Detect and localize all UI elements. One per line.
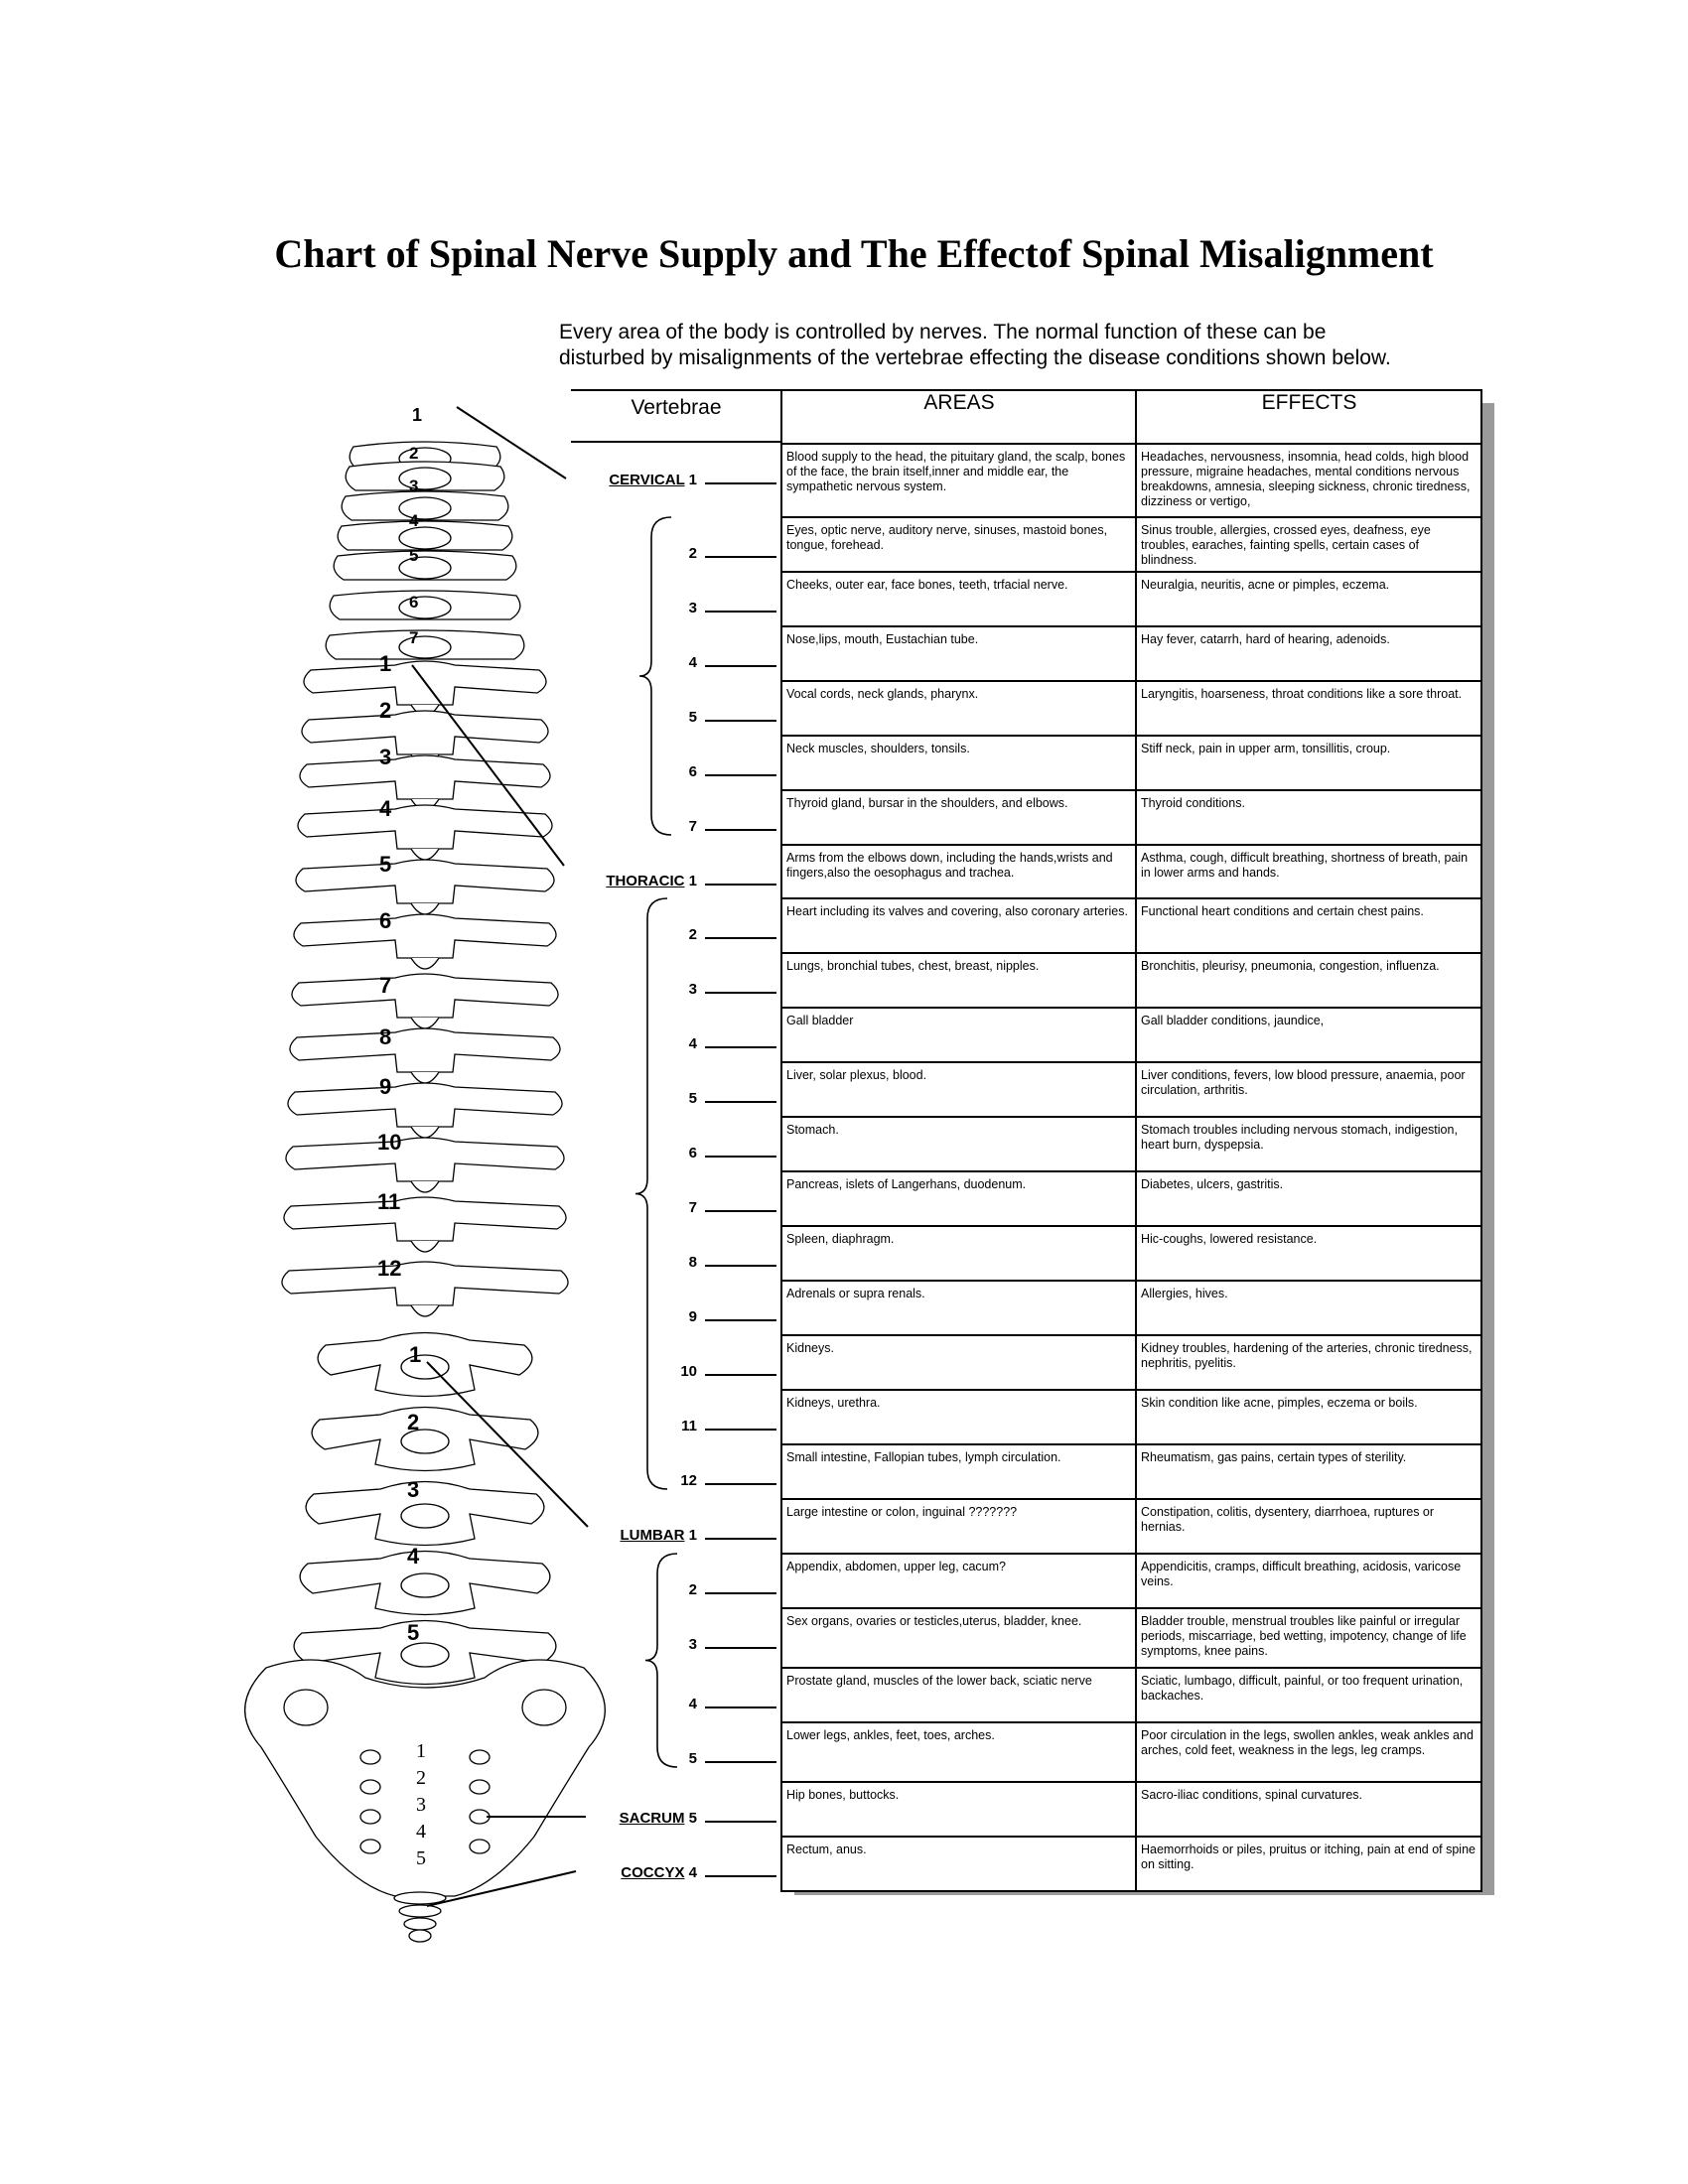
table-row xyxy=(781,1837,1481,1891)
spine-illustration xyxy=(245,442,606,1942)
spine-number: 12 xyxy=(377,1256,402,1281)
spine-number: 6 xyxy=(379,908,392,933)
spine-number: 3 xyxy=(407,1477,420,1502)
effects-cell: Skin condition like acne, pimples, eczema or boils. xyxy=(1136,1390,1481,1444)
spine-number: 7 xyxy=(379,973,392,998)
group-brace xyxy=(639,517,671,835)
cervical-vertebra-shape xyxy=(330,591,520,619)
spine-number: 6 xyxy=(409,593,419,612)
effects-cell: Haemorrhoids or piles, pruitus or itching, pain at end of spine on sitting. xyxy=(1136,1837,1481,1891)
effects-cell: Headaches, nervousness, insomnia, head colds, high blood pressure, migraine headaches, mental conditions nervous breakdowns, amnesia, sleeping sickness, chronic tiredness, dizziness or vertigo, xyxy=(1136,444,1481,517)
thoracic-vertebra-shape xyxy=(298,805,552,860)
vertebra-number: 8 xyxy=(688,1254,697,1271)
thoracic-vertebra-shape xyxy=(290,1028,560,1083)
vertebra-number: 7 xyxy=(688,818,697,835)
areas-cell: Prostate gland, muscles of the lower back, sciatic nerve xyxy=(781,1668,1136,1722)
thoracic-vertebra-shape xyxy=(304,661,546,716)
vertebrae-header: Vertebrae xyxy=(571,389,781,443)
spine-number: 4 xyxy=(407,1544,420,1569)
vertebra-label xyxy=(689,1035,697,1052)
effects-cell: Gall bladder conditions, jaundice, xyxy=(1136,1008,1481,1062)
effects-cell: Rheumatism, gas pains, certain types of sterility. xyxy=(1136,1444,1481,1499)
spine-number: 2 xyxy=(416,1767,426,1789)
areas-cell: Spleen, diaphragm. xyxy=(781,1226,1136,1281)
areas-cell: Liver, solar plexus, blood. xyxy=(781,1062,1136,1117)
vertebra-label xyxy=(689,545,697,562)
spine-number: 8 xyxy=(379,1024,392,1049)
table-row xyxy=(781,1226,1481,1281)
vertebra-label xyxy=(689,1636,697,1653)
spine-number: 5 xyxy=(416,1847,426,1869)
coccyx-segment-shape xyxy=(399,1905,441,1917)
vertebra-label xyxy=(689,1696,697,1712)
group-brace xyxy=(635,898,667,1489)
effects-cell: Functional heart conditions and certain chest pains. xyxy=(1136,898,1481,953)
vertebra-label xyxy=(689,654,697,671)
table-row xyxy=(781,790,1481,845)
vertebra-label xyxy=(680,1363,697,1380)
spine-number: 1 xyxy=(379,651,392,676)
vertebra-label xyxy=(620,1810,697,1827)
table-row xyxy=(781,572,1481,626)
vertebra-label xyxy=(689,709,697,726)
effects-cell: Appendicitis, cramps, difficult breathing, acidosis, varicose veins. xyxy=(1136,1554,1481,1608)
areas-cell: Cheeks, outer ear, face bones, teeth, trfacial nerve. xyxy=(781,572,1136,626)
cervical-vertebra-shape xyxy=(342,491,508,520)
vertebra-number: 12 xyxy=(680,1472,697,1489)
coccyx-segment-shape xyxy=(409,1930,431,1942)
vertebra-label xyxy=(689,1254,697,1271)
spine-number: 2 xyxy=(409,444,419,463)
effects-cell: Laryngitis, hoarseness, throat conditions like a sore throat. xyxy=(1136,681,1481,736)
areas-cell: Vocal cords, neck glands, pharynx. xyxy=(781,681,1136,736)
table-row xyxy=(781,1062,1481,1117)
vertebra-label xyxy=(680,1472,697,1489)
vertebra-label xyxy=(620,1527,697,1544)
segment-thoracic: THORACIC xyxy=(606,873,685,889)
effects-cell: Bronchitis, pleurisy, pneumonia, congestion, influenza. xyxy=(1136,953,1481,1008)
areas-cell: Kidneys. xyxy=(781,1335,1136,1390)
vertebra-label xyxy=(689,1145,697,1161)
spine-number: 5 xyxy=(407,1620,420,1645)
sacral-foramen-shape xyxy=(470,1840,490,1853)
spine-number: 5 xyxy=(379,852,392,877)
areas-cell: Eyes, optic nerve, auditory nerve, sinuses, mastoid bones, tongue, forehead. xyxy=(781,517,1136,572)
spine-number: 5 xyxy=(409,546,419,565)
effects-cell: Hay fever, catarrh, hard of hearing, adenoids. xyxy=(1136,626,1481,681)
spine-number: 4 xyxy=(409,511,419,530)
effects-cell: Sinus trouble, allergies, crossed eyes, deafness, eye troubles, earaches, fainting spells, certain cases of blindness. xyxy=(1136,517,1481,572)
effects-cell: Neuralgia, neuritis, acne or pimples, eczema. xyxy=(1136,572,1481,626)
table-row xyxy=(781,1335,1481,1390)
vertebra-number: 3 xyxy=(688,1636,697,1653)
thoracic-vertebra-shape xyxy=(284,1197,566,1252)
segment-cervical: CERVICAL xyxy=(609,472,685,488)
effects-cell: Bladder trouble, menstrual troubles like painful or irregular periods, miscarriage, bed wetting, impotency, change of life symptoms, knee pains. xyxy=(1136,1608,1481,1668)
table-row xyxy=(781,898,1481,953)
page-title: Chart of Spinal Nerve Supply and The Effectof Spinal Misalignment xyxy=(274,231,1434,276)
ilium-shape xyxy=(284,1690,328,1725)
areas-cell: Lungs, bronchial tubes, chest, breast, nipples. xyxy=(781,953,1136,1008)
areas-cell: Large intestine or colon, inguinal ??????? xyxy=(781,1499,1136,1554)
lumbar-vertebra-shape xyxy=(300,1552,550,1615)
vertebra-number: 2 xyxy=(688,1581,697,1598)
areas-cell: Small intestine, Fallopian tubes, lymph circulation. xyxy=(781,1444,1136,1499)
vertebra-number: 2 xyxy=(688,926,697,943)
areas-cell: Kidneys, urethra. xyxy=(781,1390,1136,1444)
effects-cell: Hic-coughs, lowered resistance. xyxy=(1136,1226,1481,1281)
table-row xyxy=(781,1444,1481,1499)
vertebra-number: 1 xyxy=(688,472,697,488)
spine-number: 11 xyxy=(377,1189,401,1214)
lumbar-vertebra-shape xyxy=(318,1333,532,1397)
vertebra-number: 3 xyxy=(688,981,697,998)
effects-cell: Sciatic, lumbago, difficult, painful, or too frequent urination, backaches. xyxy=(1136,1668,1481,1722)
spine-number: 3 xyxy=(379,745,392,769)
areas-cell: Lower legs, ankles, feet, toes, arches. xyxy=(781,1722,1136,1782)
vertebra-number: 5 xyxy=(688,709,697,726)
table-row xyxy=(781,1782,1481,1837)
vertebra-number: 6 xyxy=(688,1145,697,1161)
table-row xyxy=(781,1281,1481,1335)
vertebra-label xyxy=(681,1418,697,1434)
spine-number: 1 xyxy=(412,405,423,425)
vertebra-number: 6 xyxy=(688,763,697,780)
ilium-shape xyxy=(522,1690,566,1725)
thoracic-vertebra-shape xyxy=(296,860,554,914)
table-row xyxy=(781,1722,1481,1782)
coccyx-segment-shape xyxy=(394,1892,446,1904)
areas-cell: Thyroid gland, bursar in the shoulders, and elbows. xyxy=(781,790,1136,845)
cervical-vertebra-shape xyxy=(338,521,512,550)
table-header-row xyxy=(781,390,1481,444)
spine-number: 4 xyxy=(379,796,392,821)
sacral-foramen-shape xyxy=(360,1750,380,1764)
cervical-vertebra-shape xyxy=(346,462,504,490)
areas-cell: Stomach. xyxy=(781,1117,1136,1171)
sacral-foramen-shape xyxy=(360,1780,380,1794)
effects-cell: Stomach troubles including nervous stomach, indigestion, heart burn, dyspepsia. xyxy=(1136,1117,1481,1171)
effects-cell: Asthma, cough, difficult breathing, shortness of breath, pain in lower arms and hands. xyxy=(1136,845,1481,898)
effects-header: EFFECTS xyxy=(1136,390,1481,444)
vertebra-label xyxy=(689,1199,697,1216)
areas-cell: Pancreas, islets of Langerhans, duodenum. xyxy=(781,1171,1136,1226)
cervical-vertebra-shape xyxy=(334,551,516,580)
vertebra-number: 7 xyxy=(688,1199,697,1216)
thoracic-vertebra-shape xyxy=(300,755,550,810)
areas-cell: Hip bones, buttocks. xyxy=(781,1782,1136,1837)
coccyx-segment-shape xyxy=(404,1918,436,1930)
areas-cell: Rectum, anus. xyxy=(781,1837,1136,1891)
table-row xyxy=(781,1608,1481,1668)
vertebra-label xyxy=(609,472,697,488)
thoracic-vertebra-shape xyxy=(294,914,556,969)
table-row xyxy=(781,1390,1481,1444)
spine-number: 3 xyxy=(409,477,419,495)
table-row xyxy=(781,1499,1481,1554)
vertebra-number: 5 xyxy=(688,1090,697,1107)
effects-cell: Kidney troubles, hardening of the arteries, chronic tiredness, nephritis, pyelitis. xyxy=(1136,1335,1481,1390)
vertebra-label xyxy=(689,926,697,943)
vertebra-label xyxy=(689,981,697,998)
areas-cell: Gall bladder xyxy=(781,1008,1136,1062)
vertebra-label xyxy=(621,1864,697,1881)
table-row xyxy=(781,736,1481,790)
areas-cell: Adrenals or supra renals. xyxy=(781,1281,1136,1335)
table-row xyxy=(781,1117,1481,1171)
braces xyxy=(635,517,677,1767)
spine-number: 1 xyxy=(416,1740,426,1762)
vertebra-number: 5 xyxy=(688,1810,697,1827)
vertebra-label xyxy=(689,1308,697,1325)
sacral-foramen-shape xyxy=(360,1810,380,1824)
areas-cell: Neck muscles, shoulders, tonsils. xyxy=(781,736,1136,790)
segment-coccyx: COCCYX xyxy=(621,1864,685,1881)
vertebra-number: 4 xyxy=(688,1035,697,1052)
vertebra-number: 4 xyxy=(688,1696,697,1712)
group-brace xyxy=(645,1554,677,1767)
thoracic-vertebra-shape xyxy=(292,974,558,1028)
table-row xyxy=(781,517,1481,572)
spine-number: 10 xyxy=(377,1130,402,1155)
spine-number: 2 xyxy=(379,698,392,723)
sacral-foramen-shape xyxy=(470,1750,490,1764)
spine-number: 7 xyxy=(409,628,419,647)
effects-cell: Diabetes, ulcers, gastritis. xyxy=(1136,1171,1481,1226)
effects-table xyxy=(780,389,1482,1892)
vertebra-label xyxy=(689,1750,697,1767)
vertebra-number: 11 xyxy=(681,1418,697,1434)
vertebra-label xyxy=(689,818,697,835)
table-row xyxy=(781,1668,1481,1722)
vertebra-label xyxy=(689,600,697,616)
vertebra-number: 5 xyxy=(688,1750,697,1767)
areas-cell: Appendix, abdomen, upper leg, cacum? xyxy=(781,1554,1136,1608)
vertebra-number: 3 xyxy=(688,600,697,616)
spine-number: 4 xyxy=(416,1821,426,1843)
effects-cell: Thyroid conditions. xyxy=(1136,790,1481,845)
table-row xyxy=(781,1554,1481,1608)
areas-cell: Arms from the elbows down, including the hands,wrists and fingers,also the oesophagus and trachea. xyxy=(781,845,1136,898)
thoracic-vertebra-shape xyxy=(286,1138,564,1192)
effects-cell: Sacro-iliac conditions, spinal curvatures. xyxy=(1136,1782,1481,1837)
intro-line-1: Every area of the body is controlled by nerves. The normal function of these can be xyxy=(559,321,1327,343)
sacral-foramen-shape xyxy=(360,1840,380,1853)
cervical-vertebra-shape xyxy=(326,630,524,659)
vertebra-number: 9 xyxy=(688,1308,697,1325)
table-row xyxy=(781,1008,1481,1062)
spine-number: 1 xyxy=(409,1342,422,1367)
areas-header: AREAS xyxy=(781,390,1136,444)
areas-cell: Nose,lips, mouth, Eustachian tube. xyxy=(781,626,1136,681)
table-row xyxy=(781,845,1481,898)
table-row xyxy=(781,681,1481,736)
areas-cell: Sex organs, ovaries or testicles,uterus, bladder, knee. xyxy=(781,1608,1136,1668)
vertebra-number: 1 xyxy=(688,873,697,889)
effects-cell: Constipation, colitis, dysentery, diarrhoea, ruptures or hernias. xyxy=(1136,1499,1481,1554)
vertebra-number: 10 xyxy=(680,1363,697,1380)
table-row xyxy=(781,626,1481,681)
intro-line-2: disturbed by misalignments of the vertebrae effecting the disease conditions shown below. xyxy=(559,346,1391,369)
sacral-foramen-shape xyxy=(470,1780,490,1794)
vertebra-label xyxy=(689,1090,697,1107)
spine-number: 3 xyxy=(416,1794,426,1816)
vertebra-number: 1 xyxy=(688,1527,697,1544)
segment-sacrum: SACRUM xyxy=(619,1810,685,1827)
effects-cell: Poor circulation in the legs, swollen ankles, weak ankles and arches, cold feet, weakness in the legs, leg cramps. xyxy=(1136,1722,1481,1782)
effects-cell: Allergies, hives. xyxy=(1136,1281,1481,1335)
spine-number: 2 xyxy=(407,1410,420,1434)
vertebra-number: 4 xyxy=(688,1864,697,1881)
vertebra-number: 2 xyxy=(688,545,697,562)
vertebra-label xyxy=(689,763,697,780)
vertebra-label xyxy=(606,873,697,889)
table-row xyxy=(781,1171,1481,1226)
thoracic-vertebra-shape xyxy=(288,1083,562,1138)
effects-cell: Stiff neck, pain in upper arm, tonsillitis, croup. xyxy=(1136,736,1481,790)
areas-cell: Heart including its valves and covering, also coronary arteries. xyxy=(781,898,1136,953)
vertebra-label xyxy=(689,1581,697,1598)
effects-cell: Liver conditions, fevers, low blood pressure, anaemia, poor circulation, arthritis. xyxy=(1136,1062,1481,1117)
lumbar-vertebra-shape xyxy=(306,1482,544,1546)
segment-lumbar: LUMBAR xyxy=(620,1527,685,1544)
spine-number: 9 xyxy=(379,1074,392,1099)
table-row xyxy=(781,444,1481,517)
areas-cell: Blood supply to the head, the pituitary gland, the scalp, bones of the face, the brain itself,inner and middle ear, the sympathetic nervous system. xyxy=(781,444,1136,517)
lumbar-vertebra-shape xyxy=(312,1408,538,1471)
table-row xyxy=(781,953,1481,1008)
thoracic-vertebra-shape xyxy=(282,1262,568,1316)
vertebra-number: 4 xyxy=(688,654,697,671)
